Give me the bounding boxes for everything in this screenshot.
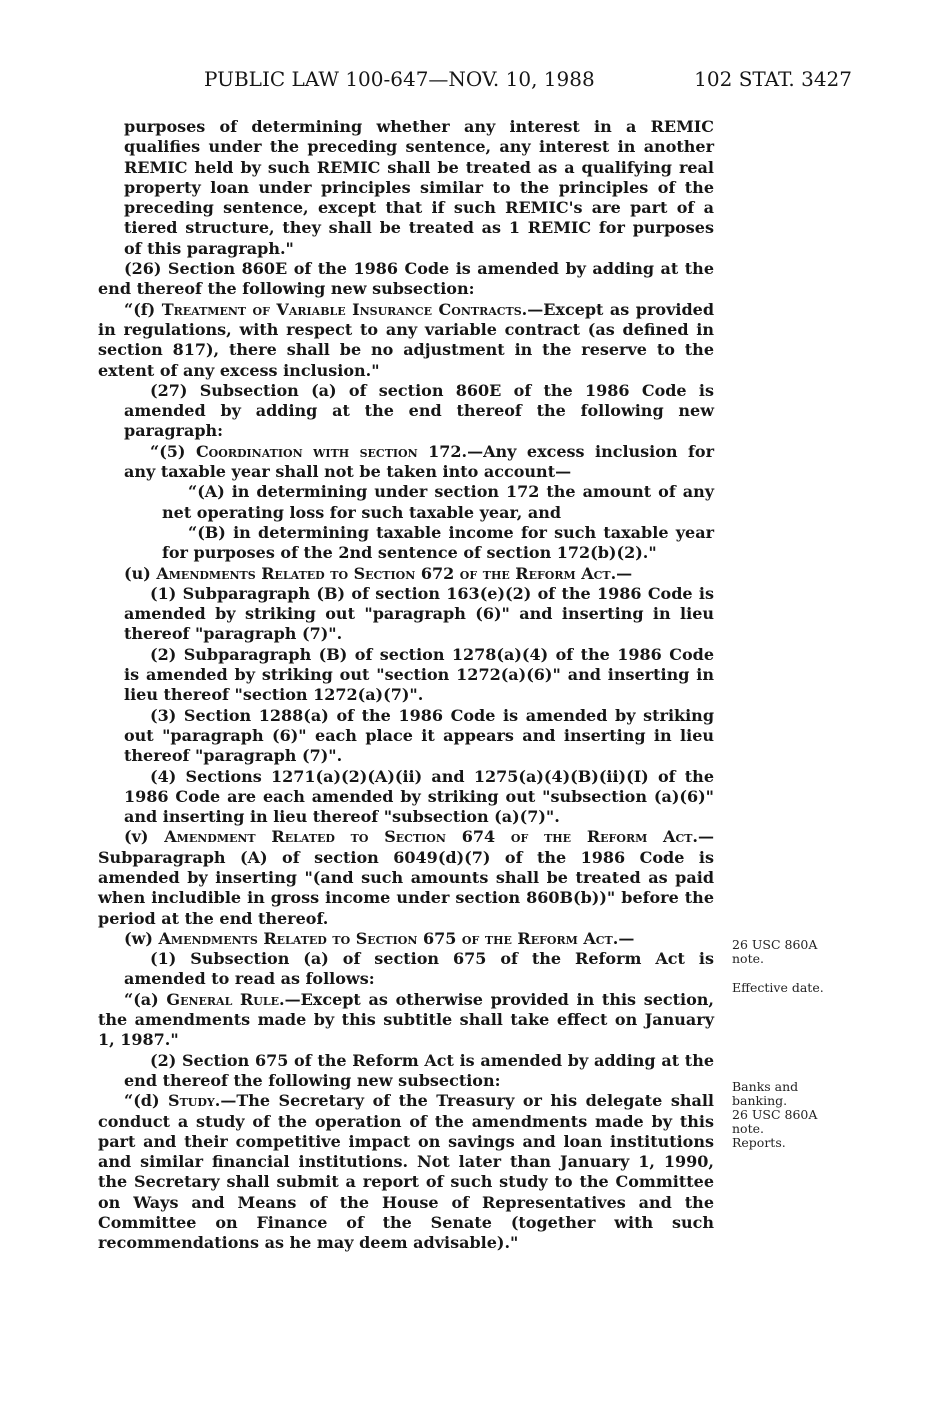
subsection-w-heading: (w) Amendments Related to Section 675 of the Reform Act.—	[124, 928, 635, 948]
paragraph-u-4: (4) Sections 1271(a)(2)(A)(ii) and 1275(a)(4)(B)(ii)(I) of the 1986 Code are each amended by striking out "subsection (a)(6)" and inserting in lieu thereof "subsection (a)(7)".	[124, 766, 714, 827]
subparagraph-b: “(B) in determining taxable income for such taxable year for purposes of the 2nd sentence of section 172(b)(2)."	[162, 522, 714, 563]
subsection-f: “(f) Treatment of Variable Insurance Contracts.—Except as provided in regulations, with respect to any variable contract (as defined in section 817), there shall be no adjustment in the reserve to the extent of any excess inclusion."	[98, 299, 715, 380]
margin-note-effective-date: Effective date.	[732, 980, 824, 995]
margin-note-usc-2: 26 USC 860A note.	[732, 1107, 818, 1136]
subsection-a-general-rule: “(a) General Rule.—Except as otherwise provided in this section, the amendments made by this subtitle shall take effect on January 1, 1987."	[98, 989, 714, 1050]
subsection-d-study: “(d) Study.—The Secretary of the Treasury or his delegate shall conduct a study of the operation of the amendments made by this part and their competitive impact on savings and loan institutions and similar financial institutions. Not later than January 1, 1990, the Secretary shall submit a report of such study to the Committee on Ways and Means of the House of Representatives and the Committee on Finance of the Senate (together with such recommendations as he may deem advisable)."	[98, 1091, 714, 1253]
paragraph-5-coordination: “(5) Coordination with section 172.—Any excess inclusion for any taxable year shall not be taken into account—	[124, 441, 714, 482]
margin-note-banks: Banks and banking.	[732, 1079, 799, 1108]
subsection-heading: General Rule	[166, 989, 280, 1009]
margin-note-reports: Reports.	[732, 1135, 786, 1150]
subsection-u-heading: (u) Amendments Related to Section 672 of the Reform Act.—	[124, 563, 633, 583]
section-heading: Amendments Related to Section 672 of the Reform Act	[156, 563, 611, 583]
subparagraph-a: “(A) in determining under section 172 the amount of any net operating loss for such taxable year, and	[162, 482, 714, 522]
subsection-v: (v) Amendment Related to Section 674 of the Reform Act.— Subparagraph (A) of section 6049(d)(7) of the 1986 Code is amended by inserting "(and such amounts shall be treated as paid when includible in gross income under section 860B(b))" before the period at the end thereof.	[98, 827, 714, 928]
section-heading: Amendments Related to Section 675 of the Reform Act	[158, 928, 613, 948]
header-page-number: 102 STAT. 3427	[694, 67, 852, 91]
paragraph-remic-continuation: purposes of determining whether any interest in a REMIC qualifies under the preceding sentence, any interest in another REMIC held by such REMIC shall be treated as a qualifying real property loan under principles similar to the principles of the preceding sentence, except that if such REMIC's are part of a tiered structure, they shall be treated as 1 REMIC for purposes of this paragraph."	[124, 117, 714, 258]
paragraph-u-1: (1) Subparagraph (B) of section 163(e)(2) of the 1986 Code is amended by striking out "paragraph (6)" and inserting in lieu thereof "paragraph (7)".	[124, 583, 714, 644]
document-body	[98, 117, 714, 1254]
paragraph-w-1: (1) Subsection (a) of section 675 of the Reform Act is amended to read as follows:	[124, 949, 714, 989]
paragraph-u-3: (3) Section 1288(a) of the 1986 Code is amended by striking out "paragraph (6)" each place it appears and inserting in lieu thereof "paragraph (7)".	[124, 705, 714, 766]
paragraph-27: (27) Subsection (a) of section 860E of the 1986 Code is amended by adding at the end thereof the following new paragraph:	[124, 380, 714, 441]
paragraph-heading: Coordination with section 172	[195, 441, 462, 461]
paragraph-26: (26) Section 860E of the 1986 Code is amended by adding at the end thereof the following new subsection:	[98, 259, 714, 299]
paragraph-w-2: (2) Section 675 of the Reform Act is amended by adding at the end thereof the following new subsection:	[124, 1050, 714, 1090]
subsection-heading: Study	[168, 1091, 215, 1111]
page-header	[204, 64, 852, 94]
paragraph-u-2: (2) Subparagraph (B) of section 1278(a)(4) of the 1986 Code is amended by striking out "section 1272(a)(6)" and inserting in lieu thereof "section 1272(a)(7)".	[124, 644, 714, 705]
margin-note-usc: 26 USC 860A note.	[732, 937, 818, 966]
header-title: PUBLIC LAW 100-647—NOV. 10, 1988	[204, 67, 595, 91]
subsection-heading: Treatment of Variable Insurance Contracts	[161, 299, 522, 319]
section-heading: Amendment Related to Section 674 of the Reform Act	[164, 827, 693, 847]
margin-note-group	[732, 1080, 842, 1150]
